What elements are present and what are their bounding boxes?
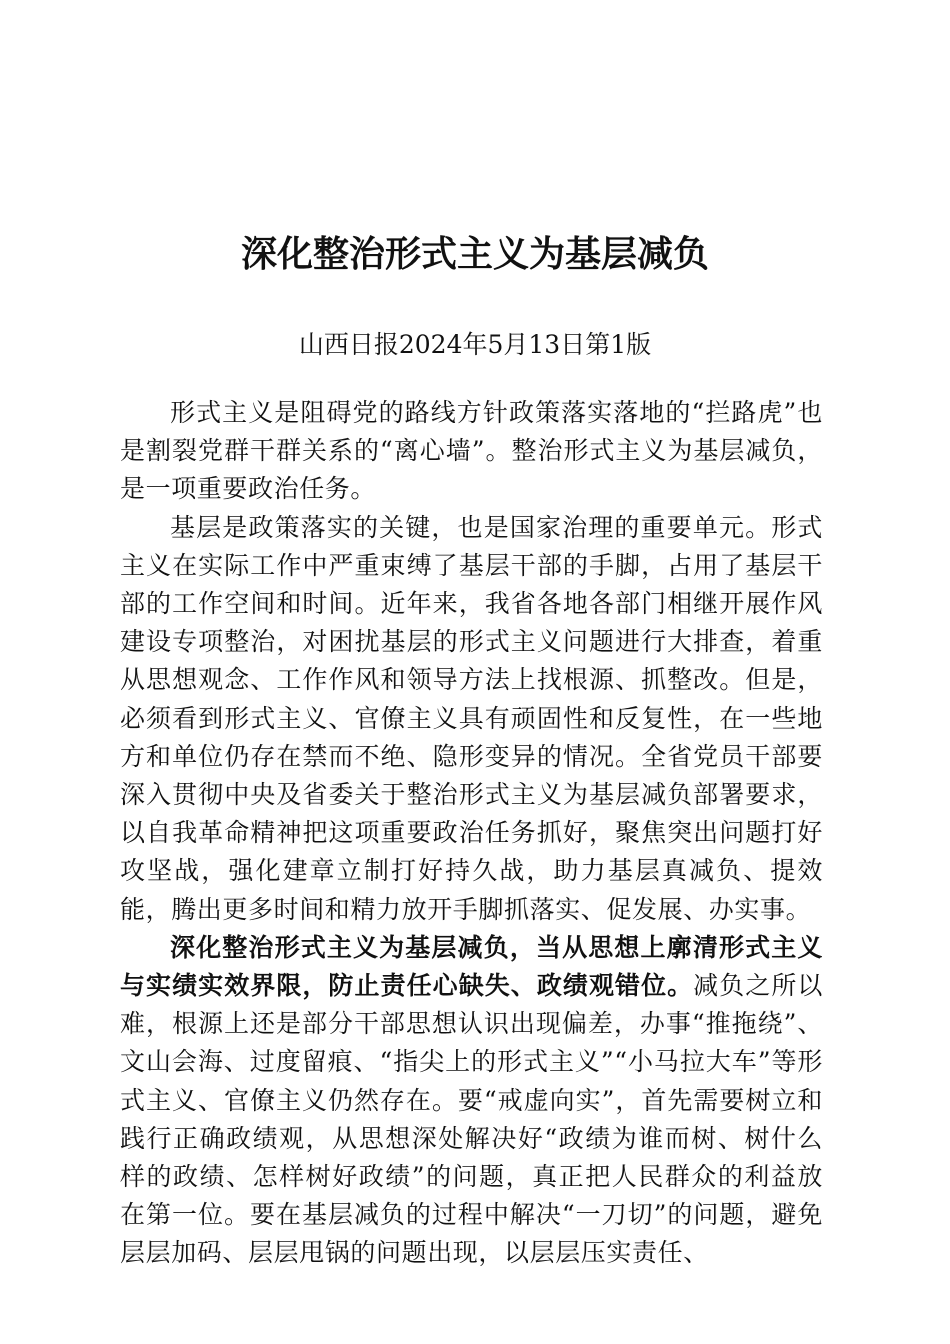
- paragraph-text: 基层是政策落实的关键，也是国家治理的重要单元。形式主义在实际工作中严重束缚了基层干部的手脚，占用了基层干部的工作空间和时间。近年来，我省各地各部门相继开展作风建设专项整治，对困扰基层的形式主义问题进行大排查，着重从思想观念、工作作风和领导方法上找根源、抓整改。但是，必须看到形式主义、官僚主义具有顽固性和反复性，在一些地方和单位仍存在禁而不绝、隐形变异的情况。全省党员干部要深入贯彻中央及省委关于整治形式主义为基层减负部署要求，以自我革命精神把这项重要政治任务抓好，聚焦突出问题打好攻坚战，强化建章立制打好持久战，助力基层真减负、提效能，腾出更多时间和精力放开手脚抓落实、促发展、办实事。: [120, 512, 823, 924]
- paragraph-text: 形式主义是阻碍党的路线方针政策落实落地的“拦路虎”也是割裂党群干群关系的“离心墙”。整治形式主义为基层减负，是一项重要政治任务。: [120, 398, 823, 504]
- article-title: 深化整治形式主义为基层减负: [240, 233, 709, 275]
- paragraph: [120, 929, 823, 1273]
- paragraph: [120, 509, 823, 929]
- article-source: 山西日报2024年5月13日第1版: [298, 330, 652, 359]
- paragraph: [120, 394, 823, 509]
- article-body: [120, 394, 823, 1273]
- paragraph-text: 减负之所以难，根源上还是部分干部思想认识出现偏差，办事“推拖绕”、文山会海、过度留痕、“指尖上的形式主义”“小马拉大车”等形式主义、官僚主义仍然存在。要“戒虚向实”，首先需要树立和践行正确政绩观，从思想深处解决好“政绩为谁而树、树什么样的政绩、怎样树好政绩”的问题，真正把人民群众的利益放在第一位。要在基层减负的过程中解决“一刀切”的问题，避免层层加码、层层甩锅的问题出现，以层层压实责任、: [120, 971, 823, 1268]
- paragraph-bold-lead: 深化整治形式主义为基层减负，当从思想上廓清形式主义与实绩实效界限，防止责任心缺失、政绩观错位。: [120, 932, 823, 1001]
